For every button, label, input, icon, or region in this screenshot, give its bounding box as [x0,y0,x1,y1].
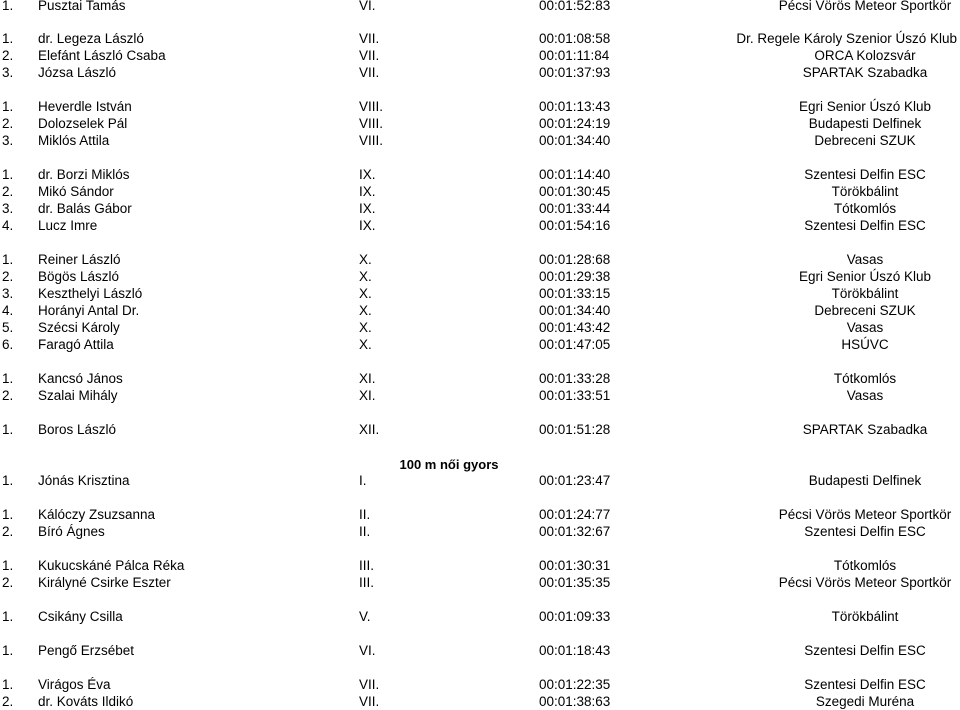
result-row [0,64,960,81]
category-cell: X. [359,286,372,301]
result-row [0,0,960,14]
name-cell: Faragó Attila [38,337,114,352]
time-cell: 00:01:33:44 [539,201,611,216]
result-row [0,251,960,268]
place-cell: 1. [2,558,14,573]
time-cell: 00:01:14:40 [539,167,611,182]
category-cell: III. [359,575,375,590]
name-cell: Józsa László [38,65,117,80]
place-cell: 2. [2,524,14,539]
time-cell: 00:01:32:67 [539,524,611,539]
time-cell: 00:01:22:35 [539,677,611,692]
category-cell: VII. [359,48,380,63]
club-cell: Tótkomlós [833,201,897,216]
club-cell: Debreceni SZUK [814,303,916,318]
result-row [0,676,960,693]
club-cell: Budapesti Delfinek [808,473,922,488]
club-cell: Pécsi Vörös Meteor Sportkör [778,0,952,13]
name-cell: Mikó Sándor [38,184,114,199]
time-cell: 00:01:18:43 [539,643,611,658]
time-cell: 00:01:38:63 [539,694,611,709]
name-cell: Kancsó János [38,371,123,386]
time-cell: 00:01:54:16 [539,218,611,233]
place-cell: 1. [2,609,14,624]
place-cell: 2. [2,116,14,131]
category-cell: IX. [359,184,376,199]
name-cell: dr. Kováts Ildikó [38,694,134,709]
club-cell: ORCA Kolozsvár [814,48,916,63]
name-cell: dr. Borzi Miklós [38,167,130,182]
club-cell: Debreceni SZUK [814,133,916,148]
result-row [0,693,960,710]
result-row [0,642,960,659]
category-cell: X. [359,337,372,352]
name-cell: Reiner László [38,252,121,267]
name-cell: Pusztai Tamás [38,0,126,13]
category-cell: VII. [359,31,380,46]
name-cell: Horányi Antal Dr. [38,303,140,318]
place-cell: 1. [2,167,14,182]
club-cell: Egri Senior Úszó Klub [798,99,932,114]
place-cell: 1. [2,473,14,488]
name-cell: Keszthelyi László [38,286,143,301]
time-cell: 00:01:33:15 [539,286,611,301]
time-cell: 00:01:34:40 [539,133,611,148]
category-cell: VIII. [359,133,384,148]
place-cell: 2. [2,269,14,284]
result-row [0,472,960,489]
club-cell: Törökbálint [831,286,899,301]
name-cell: Lucz Imre [38,218,98,233]
place-cell: 1. [2,422,14,437]
category-cell: VII. [359,694,380,709]
name-cell: Virágos Éva [38,677,111,692]
time-cell: 00:01:33:51 [539,388,611,403]
club-cell: Szentesi Delfin ESC [804,643,926,658]
result-row [0,574,960,591]
category-cell: III. [359,558,375,573]
category-cell: XI. [359,388,376,403]
result-row [0,387,960,404]
category-cell: II. [359,524,371,539]
result-row [0,115,960,132]
place-cell: 1. [2,252,14,267]
club-cell: Szentesi Delfin ESC [804,524,926,539]
club-cell: Szegedi Muréna [815,694,915,709]
place-cell: 2. [2,575,14,590]
time-cell: 00:01:08:58 [539,31,611,46]
result-row [0,319,960,336]
club-cell: Tótkomlós [833,558,897,573]
name-cell: Kálóczy Zsuzsanna [38,507,156,522]
result-row [0,166,960,183]
category-cell: X. [359,269,372,284]
section-title: 100 m női gyors [399,457,499,472]
place-cell: 1. [2,643,14,658]
name-cell: Csikány Csilla [38,609,123,624]
time-cell: 00:01:13:43 [539,99,611,114]
place-cell: 1. [2,31,14,46]
time-cell: 00:01:11:84 [539,48,610,63]
time-cell: 00:01:29:38 [539,269,611,284]
name-cell: Elefánt László Csaba [38,48,166,63]
result-row [0,47,960,64]
time-cell: 00:01:34:40 [539,303,611,318]
result-row [0,200,960,217]
name-cell: Miklós Attila [38,133,110,148]
result-row [0,98,960,115]
club-cell: HSÚVC [841,337,889,352]
result-row [0,183,960,200]
result-row [0,370,960,387]
time-cell: 00:01:09:33 [539,609,611,624]
name-cell: Királyné Csirke Eszter [38,575,171,590]
result-row [0,217,960,234]
place-cell: 4. [2,303,14,318]
place-cell: 2. [2,184,14,199]
place-cell: 2. [2,388,14,403]
name-cell: Dolozselek Pál [38,116,128,131]
result-row [0,421,960,438]
club-cell: SPARTAK Szabadka [802,422,928,437]
time-cell: 00:01:24:77 [539,507,611,522]
category-cell: VI. [359,0,376,13]
name-cell: dr. Legeza László [38,31,144,46]
club-cell: Szentesi Delfin ESC [804,677,926,692]
result-row [0,285,960,302]
result-row [0,506,960,523]
category-cell: IX. [359,201,376,216]
name-cell: Bíró Ágnes [38,524,105,539]
club-cell: Törökbálint [831,184,899,199]
club-cell: Pécsi Vörös Meteor Sportkör [778,507,952,522]
club-cell: Egri Senior Úszó Klub [798,269,932,284]
place-cell: 1. [2,0,14,13]
category-cell: II. [359,507,371,522]
club-cell: Pécsi Vörös Meteor Sportkör [778,575,952,590]
club-cell: Vasas [846,252,884,267]
result-row [0,557,960,574]
category-cell: VIII. [359,99,384,114]
club-cell: Vasas [846,388,884,403]
name-cell: Szécsi Károly [38,320,120,335]
category-cell: IX. [359,167,376,182]
time-cell: 00:01:37:93 [539,65,611,80]
place-cell: 2. [2,694,14,709]
category-cell: X. [359,320,372,335]
place-cell: 1. [2,677,14,692]
club-cell: Dr. Regele Károly Szenior Úszó Klub [736,31,957,46]
place-cell: 1. [2,371,14,386]
place-cell: 6. [2,337,14,352]
time-cell: 00:01:30:31 [539,558,611,573]
name-cell: dr. Balás Gábor [38,201,132,216]
name-cell: Boros László [38,422,117,437]
category-cell: VII. [359,65,380,80]
time-cell: 00:01:43:42 [539,320,611,335]
name-cell: Szalai Mihály [38,388,118,403]
club-cell: Vasas [846,320,884,335]
category-cell: VIII. [359,116,384,131]
time-cell: 00:01:52:83 [539,0,611,13]
result-row [0,268,960,285]
place-cell: 1. [2,99,14,114]
time-cell: 00:01:35:35 [539,575,611,590]
name-cell: Jónás Krisztina [38,473,130,488]
place-cell: 5. [2,320,14,335]
time-cell: 00:01:51:28 [539,422,611,437]
time-cell: 00:01:30:45 [539,184,611,199]
category-cell: V. [359,609,371,624]
place-cell: 3. [2,286,14,301]
club-cell: Budapesti Delfinek [808,116,922,131]
name-cell: Heverdle István [38,99,132,114]
club-cell: Törökbálint [831,609,899,624]
place-cell: 1. [2,507,14,522]
category-cell: XI. [359,371,376,386]
result-row [0,302,960,319]
category-cell: I. [359,473,367,488]
time-cell: 00:01:33:28 [539,371,611,386]
name-cell: Kukucskáné Pálca Réka [38,558,185,573]
place-cell: 2. [2,48,14,63]
time-cell: 00:01:24:19 [539,116,611,131]
result-row [0,608,960,625]
club-cell: SPARTAK Szabadka [802,65,928,80]
category-cell: X. [359,252,372,267]
club-cell: Szentesi Delfin ESC [804,167,926,182]
name-cell: Bögös László [38,269,120,284]
time-cell: 00:01:47:05 [539,337,611,352]
category-cell: IX. [359,218,376,233]
category-cell: XII. [359,422,380,437]
time-cell: 00:01:28:68 [539,252,611,267]
result-row [0,132,960,149]
name-cell: Pengő Erzsébet [38,643,135,658]
result-row [0,336,960,353]
place-cell: 4. [2,218,14,233]
place-cell: 3. [2,133,14,148]
category-cell: X. [359,303,372,318]
time-cell: 00:01:23:47 [539,473,611,488]
category-cell: VI. [359,643,376,658]
club-cell: Tótkomlós [833,371,897,386]
result-row [0,30,960,47]
place-cell: 3. [2,201,14,216]
place-cell: 3. [2,65,14,80]
result-row [0,523,960,540]
club-cell: Szentesi Delfin ESC [804,218,926,233]
category-cell: VII. [359,677,380,692]
